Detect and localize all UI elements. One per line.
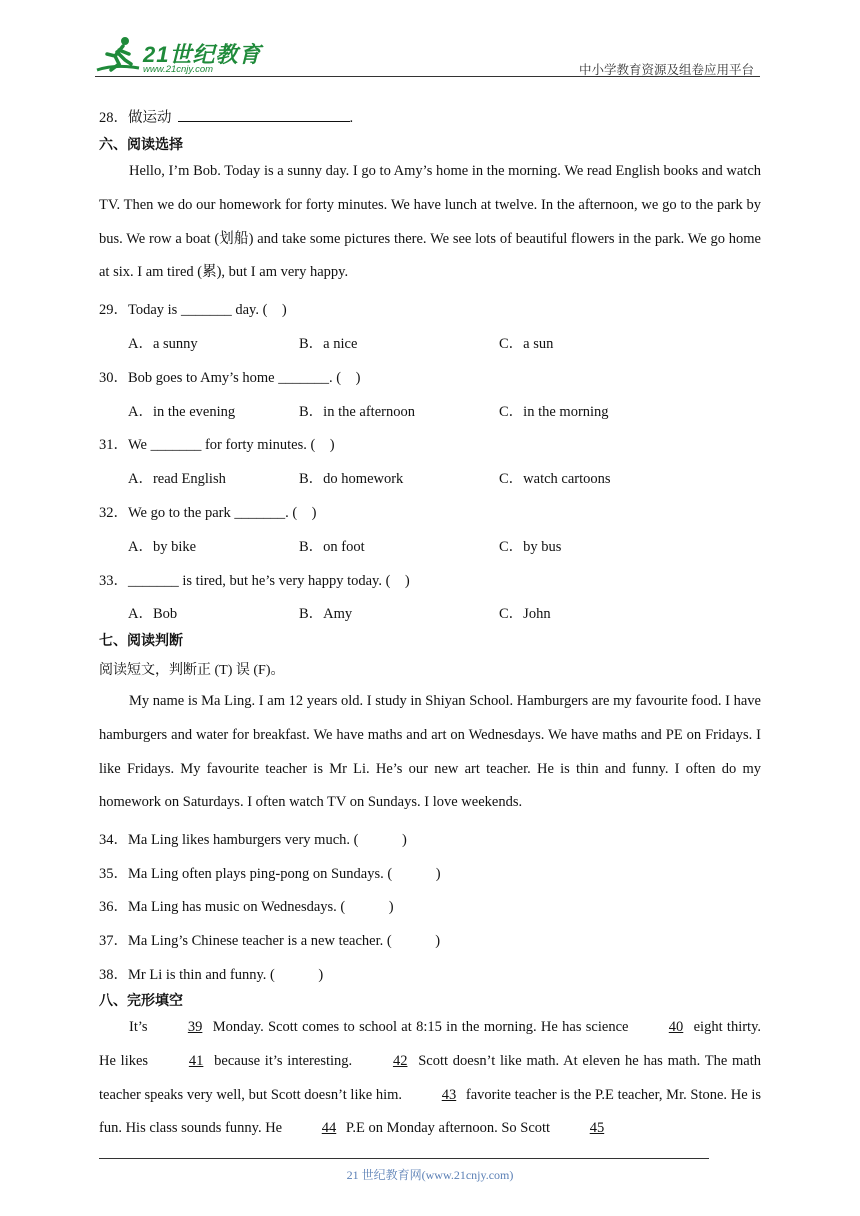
option-29-a[interactable]: A．a sunny xyxy=(128,336,198,352)
logo-text: 21世纪教育 xyxy=(143,42,262,67)
question-29: 29．Today is _______ day. ( ) xyxy=(99,302,287,318)
footer-divider xyxy=(99,1158,709,1159)
question-31: 31．We _______ for forty minutes. ( ) xyxy=(99,437,335,453)
section-6-passage: Hello, I’m Bob. Today is a sunny day. I go to Amy’s home in the morning. We read English books and watch TV. Then we do our homework for forty minutes. We have lunch at twelve. In the afternoon, we go to the park by bus. We row a boat (划船) and take some pictures there. We see lots of beautiful flowers in the park. We go home at six. I am tired (累), but I am very happy. xyxy=(99,163,761,281)
passage-text: P.E on Monday afternoon. So Scott xyxy=(345,1120,551,1137)
page-footer: 21 世纪教育网(www.21cnjy.com) xyxy=(346,1168,514,1182)
section-6-title: 六、阅读选择 xyxy=(99,137,183,153)
page-header xyxy=(95,30,760,78)
blank-39[interactable]: 39 xyxy=(187,1019,203,1035)
blank-42[interactable]: 42 xyxy=(392,1052,408,1069)
section-7-instruction: 阅读短文，判断正 (T) 误 (F)。 xyxy=(99,663,285,678)
section-7-title: 七、阅读判断 xyxy=(99,633,183,649)
passage-text: It’s xyxy=(129,1019,148,1035)
passage-text: eight thirty. He likes xyxy=(99,1019,762,1069)
question-28 xyxy=(99,106,353,127)
site-logo xyxy=(95,34,265,76)
question-37: 37．Ma Ling’s Chinese teacher is a new teacher. ( ) xyxy=(99,933,441,949)
section-8-title: 八、完形填空 xyxy=(99,993,183,1009)
question-text: 做运动 xyxy=(128,110,172,126)
blank-41[interactable]: 41 xyxy=(188,1052,204,1069)
answer-blank[interactable] xyxy=(178,107,350,122)
runner-logo-icon xyxy=(95,34,143,76)
option-30-a[interactable]: A．in the evening xyxy=(128,404,236,420)
passage-text: favorite teacher is the P.E teacher, Mr. Stone. He is fun. His class sounds funny. He xyxy=(99,1086,762,1137)
option-33-c[interactable]: C．John xyxy=(499,606,551,622)
blank-44[interactable]: 44 xyxy=(321,1120,337,1137)
option-29-c[interactable]: C．a sun xyxy=(499,336,554,352)
option-31-b[interactable]: B．do homework xyxy=(299,471,404,487)
option-32-c[interactable]: C．by bus xyxy=(499,539,562,555)
option-33-b[interactable]: B．Amy xyxy=(299,606,353,622)
option-30-c[interactable]: C．in the morning xyxy=(499,404,609,420)
section-7-passage: My name is Ma Ling. I am 12 years old. I study in Shiyan School. Hamburgers are my favourite food. I have hamburgers and water for breakfast. We have maths and art on Wednesdays. We have maths and PE on Fridays. I like Fridays. My favourite teacher is Mr Li. He’s our new art teacher. He is thin and funny. I often do my homework on Saturdays. I often watch TV on Sundays. I love weekends. xyxy=(99,693,761,811)
passage-text: Scott doesn’t like math. At eleven he has math. The math teacher speaks very well, but Scott doesn’t like him. xyxy=(99,1052,762,1103)
blank-43[interactable]: 43 xyxy=(441,1086,457,1103)
question-36: 36．Ma Ling has music on Wednesdays. ( ) xyxy=(99,899,394,915)
question-35: 35．Ma Ling often plays ping-pong on Sundays. ( ) xyxy=(99,866,441,882)
header-divider xyxy=(95,76,760,77)
passage-text: Monday. Scott comes to school at 8:15 in the morning. He has science xyxy=(212,1019,629,1035)
option-32-a[interactable]: A．by bike xyxy=(128,539,197,555)
section-8-passage xyxy=(99,1011,761,1146)
blank-45[interactable]: 45 xyxy=(589,1120,605,1137)
option-30-b[interactable]: B．in the afternoon xyxy=(299,404,415,420)
question-number: 28． xyxy=(99,110,128,126)
question-38: 38．Mr Li is thin and funny. ( ) xyxy=(99,967,324,983)
option-29-b[interactable]: B．a nice xyxy=(299,336,358,352)
option-32-b[interactable]: B．on foot xyxy=(299,539,365,555)
question-33: 33．_______ is tired, but he’s very happy today. ( ) xyxy=(99,573,410,589)
question-32: 32．We go to the park _______. ( ) xyxy=(99,505,317,521)
question-30: 30．Bob goes to Amy’s home _______. ( ) xyxy=(99,370,361,386)
option-31-c[interactable]: C．watch cartoons xyxy=(499,471,611,487)
passage-text: because it’s interesting. xyxy=(214,1052,353,1069)
option-33-a[interactable]: A．Bob xyxy=(128,606,178,622)
header-platform-name: 中小学教育资源及组卷应用平台 xyxy=(578,63,754,77)
option-31-a[interactable]: A．read English xyxy=(128,471,226,487)
blank-40[interactable]: 40 xyxy=(668,1019,684,1035)
question-34: 34．Ma Ling likes hamburgers very much. ( ) xyxy=(99,832,407,848)
question-tail: . xyxy=(349,110,354,126)
logo-url: www.21cnjy.com xyxy=(143,64,214,75)
